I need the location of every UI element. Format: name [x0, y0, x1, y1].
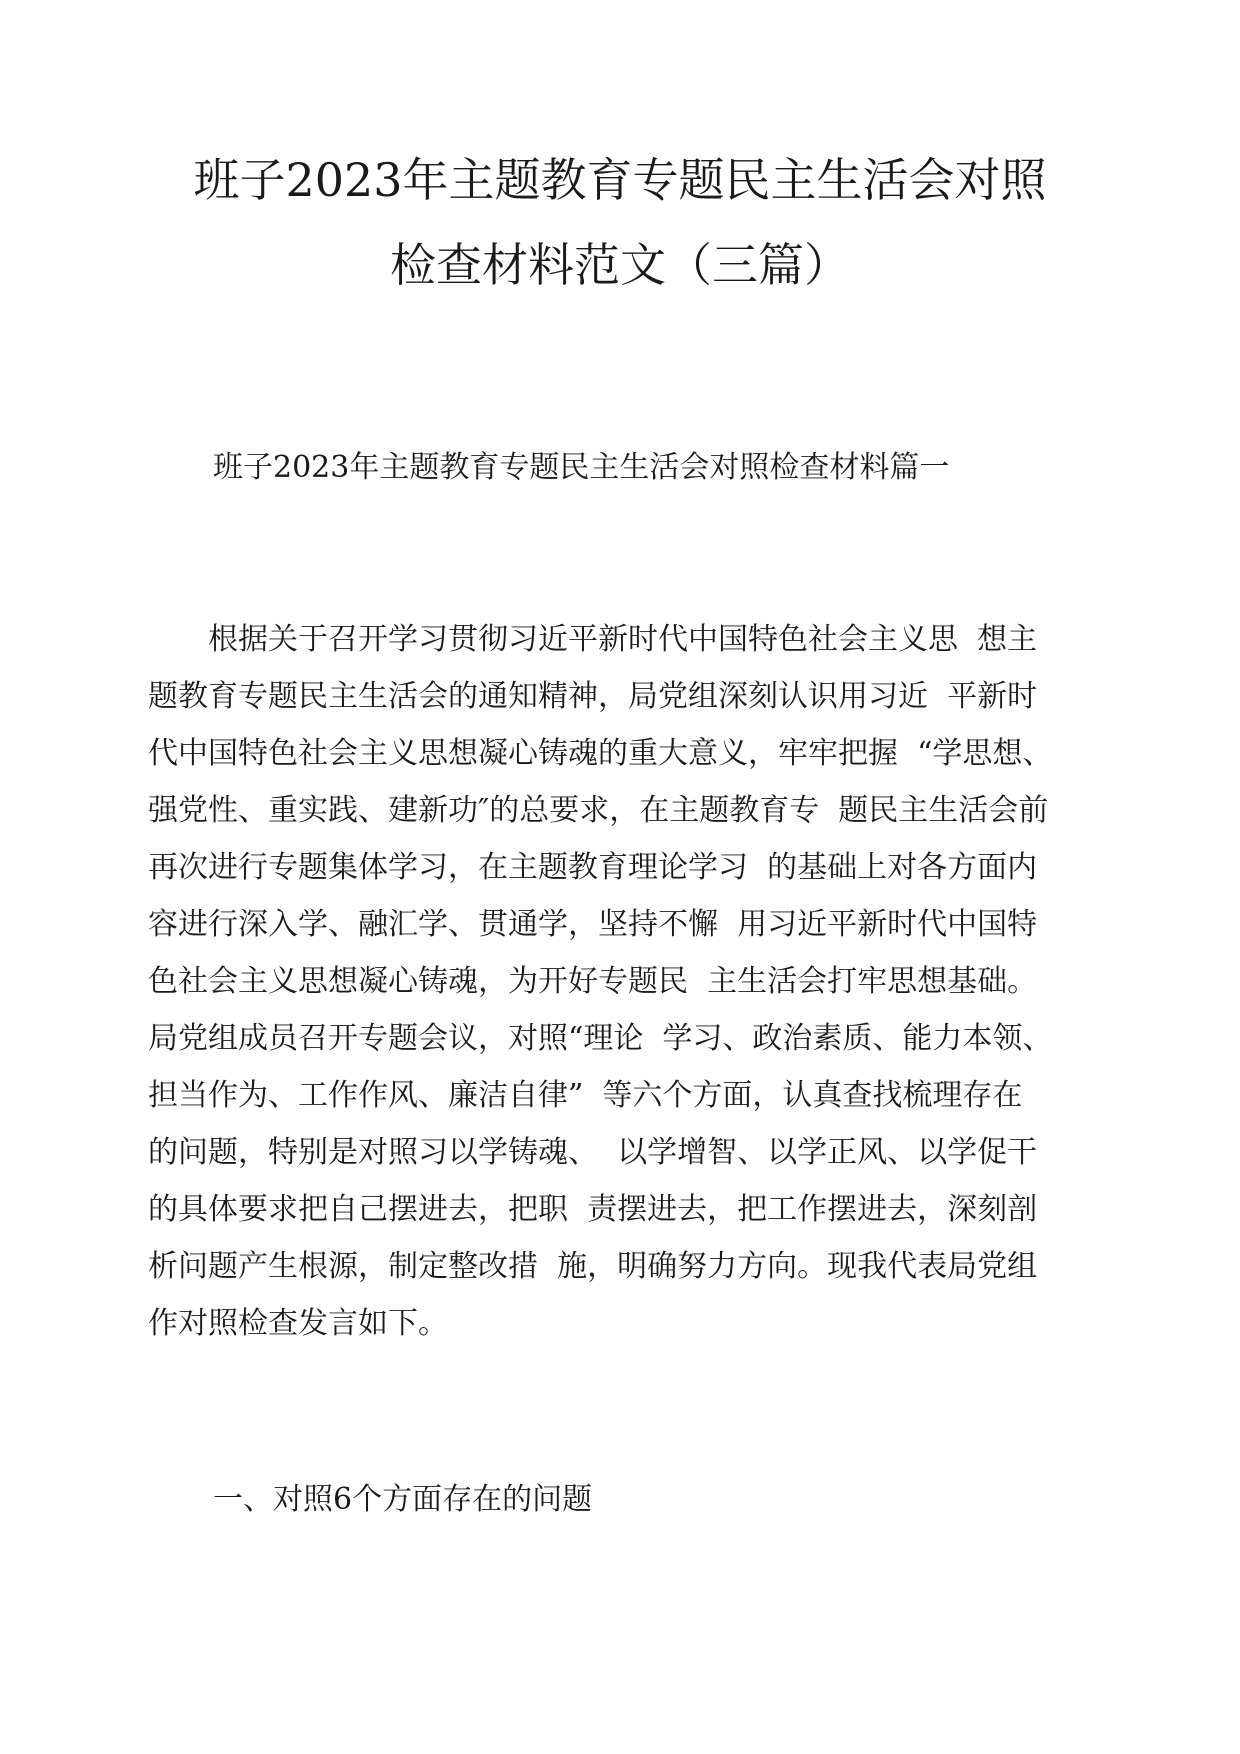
paragraph-line: 强党性、重实践、建新功″的总要求，在主题教育专 题民主生活会前: [148, 793, 1049, 828]
document-subtitle: 班子2023年主题教育专题民主生活会对照检查材料篇一: [213, 450, 950, 485]
paragraph-line: 的问题，特别是对照习以学铸魂、 以学增智、以学正风、以学促干: [148, 1135, 1038, 1170]
paragraph-line: 作对照检查发言如下。: [148, 1306, 448, 1341]
paragraph-line: 担当作为、工作作风、廉洁自律” 等六个方面，认真查找梳理存在: [148, 1078, 1023, 1113]
document-title-line-2: 检查材料范文（三篇）: [390, 238, 850, 292]
paragraph-line: 再次进行专题集体学习，在主题教育理论学习 的基础上对各方面内: [148, 850, 1038, 885]
paragraph-line: 根据关于召开学习贯彻习近平新时代中国特色社会主义思 想主: [148, 622, 1038, 657]
paragraph-line: 析问题产生根源，制定整改措 施，明确努力方向。现我代表局党组: [148, 1249, 1038, 1284]
paragraph-line: 容进行深入学、融汇学、贯通学，坚持不懈 用习近平新时代中国特: [148, 907, 1038, 942]
paragraph-line: 的具体要求把自己摆进去，把职 责摆进去，把工作摆进去，深刻剖: [148, 1192, 1038, 1227]
paragraph-line: 题教育专题民主生活会的通知精神，局党组深刻认识用习近 平新时: [148, 679, 1038, 714]
section-heading: 一、对照6个方面存在的问题: [213, 1482, 593, 1517]
paragraph-line: 局党组成员召开专题会议，对照“理论 学习、政治素质、能力本领、: [148, 1021, 1053, 1056]
document-title-line-1: 班子2023年主题教育专题民主生活会对照: [193, 153, 1047, 207]
paragraph-line: 代中国特色社会主义思想凝心铸魂的重大意义，牢牢把握 “学思想、: [148, 736, 1053, 771]
paragraph-line: 色社会主义思想凝心铸魂，为开好专题民 主生活会打牢思想基础。: [148, 964, 1038, 999]
